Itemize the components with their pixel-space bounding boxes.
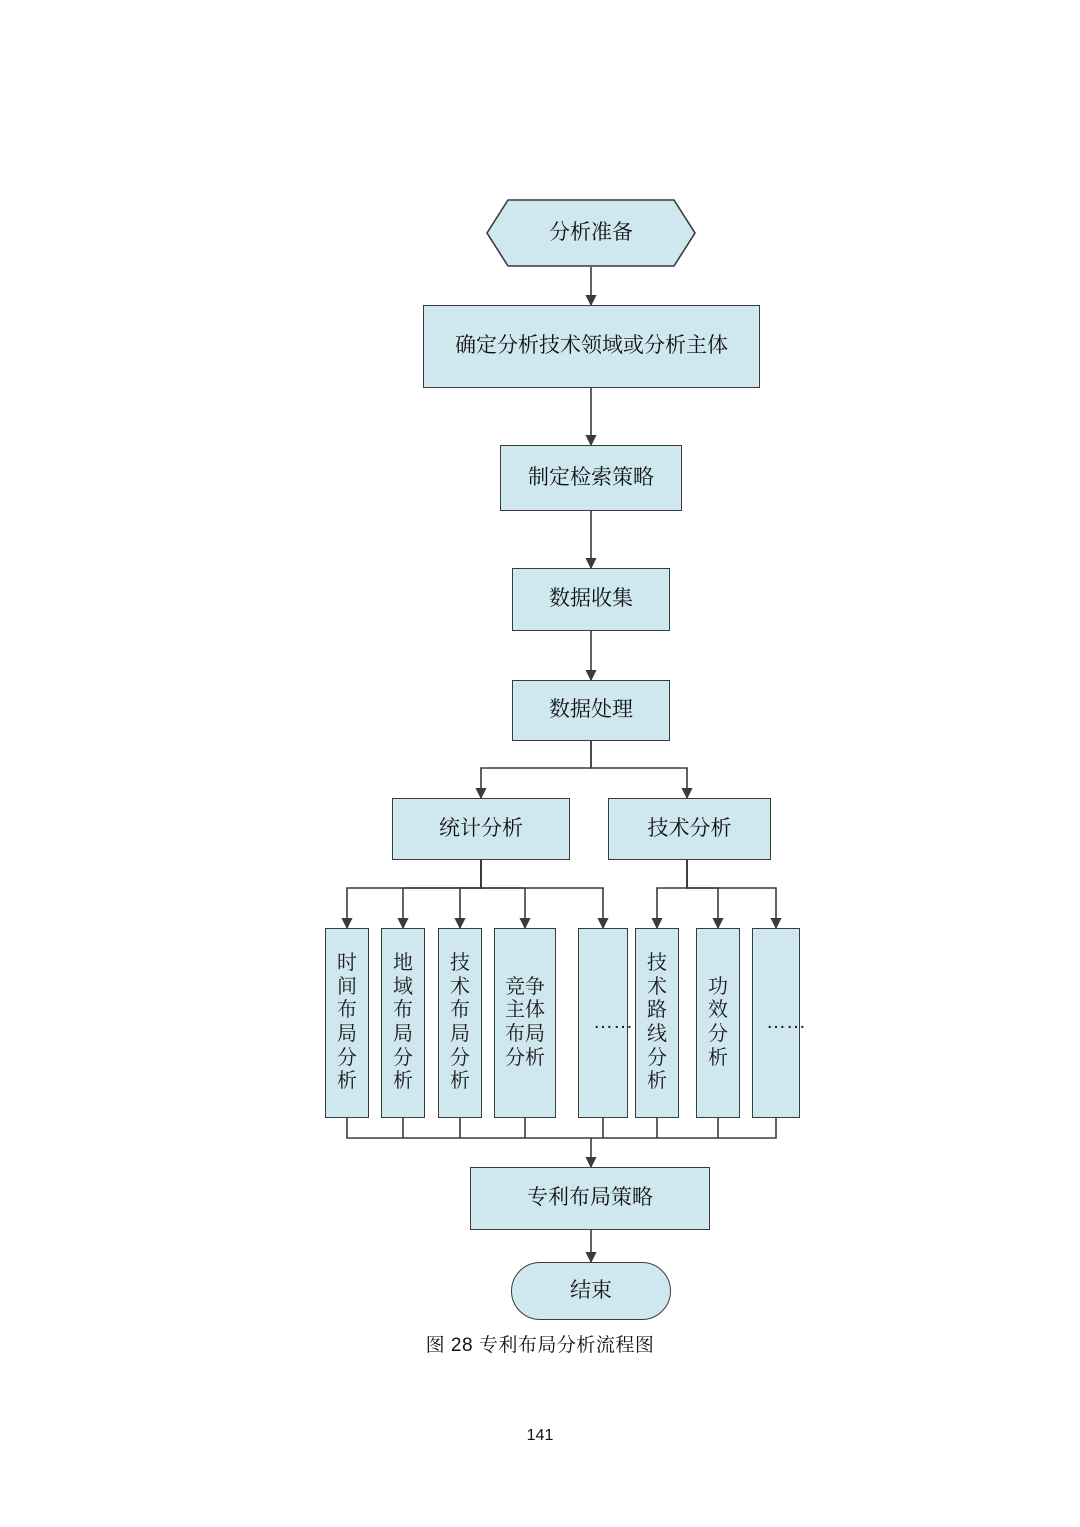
- node-time-layout-analysis-label: 时间布局分析: [337, 952, 357, 1093]
- node-competitor-layout-analysis-label: 竞争主体布局分析: [505, 975, 545, 1069]
- node-process-label: 数据处理: [549, 698, 633, 722]
- node-strategy-label: 制定检索策略: [528, 465, 654, 489]
- figure-caption: 图 28 专利布局分析流程图: [425, 1335, 655, 1356]
- node-statistical-more: [578, 928, 633, 1118]
- node-time-layout-analysis: [325, 928, 369, 1118]
- node-patent-layout-strategy: [470, 1167, 710, 1230]
- node-technical-more: [752, 928, 806, 1118]
- node-strategy: [500, 445, 682, 511]
- node-end-label: 结束: [570, 1278, 612, 1302]
- node-collect: [512, 568, 670, 631]
- node-technical-analysis: [608, 798, 771, 860]
- node-collect-label: 数据收集: [549, 587, 633, 611]
- node-technology-layout-analysis-label: 技术布局分析: [450, 952, 470, 1093]
- node-patent-layout-strategy-label: 专利布局策略: [527, 1186, 653, 1210]
- node-start: [486, 199, 696, 267]
- node-statistical-analysis: [392, 798, 570, 860]
- node-function-effect-analysis: [696, 928, 740, 1118]
- node-statistical-more-label: ……: [593, 1011, 633, 1034]
- node-region-layout-analysis: [381, 928, 425, 1118]
- node-region-layout-analysis-label: 地域布局分析: [393, 952, 413, 1093]
- node-start-label: 分析准备: [549, 220, 633, 244]
- node-technical-analysis-label: 技术分析: [647, 816, 732, 840]
- node-scope-label: 确定分析技术领域或分析主体: [455, 334, 728, 358]
- node-competitor-layout-analysis: [494, 928, 556, 1118]
- node-function-effect-analysis-label: 功效分析: [708, 975, 728, 1069]
- node-technology-roadmap-analysis-label: 技术路线分析: [647, 952, 667, 1093]
- node-end: [511, 1262, 671, 1320]
- node-technology-roadmap-analysis: [635, 928, 679, 1118]
- page-number: 141: [526, 1427, 554, 1444]
- node-technical-more-label: ……: [766, 1011, 806, 1034]
- node-technology-layout-analysis: [438, 928, 482, 1118]
- node-statistical-analysis-label: 统计分析: [439, 816, 523, 840]
- node-scope: [423, 305, 760, 388]
- node-process: [512, 680, 670, 741]
